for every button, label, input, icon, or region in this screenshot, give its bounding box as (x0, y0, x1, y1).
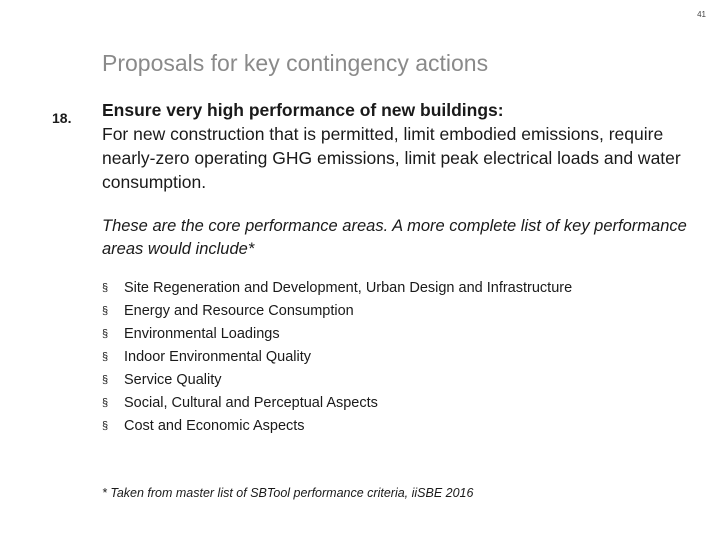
bullet-marker-icon: § (102, 419, 109, 432)
list-item-label: Indoor Environmental Quality (124, 348, 311, 365)
performance-areas-list (102, 276, 572, 437)
list-item-label: Site Regeneration and Development, Urban Design and Infrastructure (124, 279, 573, 296)
item-heading: Ensure very high performance of new buildings: (102, 100, 504, 120)
bullet-marker-icon: § (102, 327, 109, 340)
list-item-label: Social, Cultural and Perceptual Aspects (124, 394, 378, 411)
item-body (102, 98, 702, 194)
list-item (102, 368, 572, 391)
list-item (102, 276, 572, 299)
list-item-label: Cost and Economic Aspects (124, 417, 305, 434)
slide-title: Proposals for key contingency actions (102, 50, 489, 76)
list-item (102, 391, 572, 414)
list-item (102, 299, 572, 322)
page-number: 41 (697, 10, 706, 19)
item-number: 18. (52, 110, 72, 126)
bullet-marker-icon: § (102, 304, 109, 317)
list-item-label: Service Quality (124, 371, 222, 388)
list-item-label: Environmental Loadings (124, 325, 280, 342)
footnote: * Taken from master list of SBTool performance criteria, iiSBE 2016 (102, 486, 474, 500)
bullet-marker-icon: § (102, 350, 109, 363)
list-item (102, 345, 572, 368)
intro-text: These are the core performance areas. A more complete list of key performance areas would include* (102, 217, 687, 258)
list-item (102, 322, 572, 345)
list-item (102, 414, 572, 437)
item-description: For new construction that is permitted, limit embodied emissions, require nearly-zero operating GHG emissions, limit peak electrical loads and water consumption. (102, 124, 681, 192)
bullet-marker-icon: § (102, 281, 109, 294)
list-item-label: Energy and Resource Consumption (124, 302, 354, 319)
bullet-marker-icon: § (102, 373, 109, 386)
bullet-marker-icon: § (102, 396, 109, 409)
